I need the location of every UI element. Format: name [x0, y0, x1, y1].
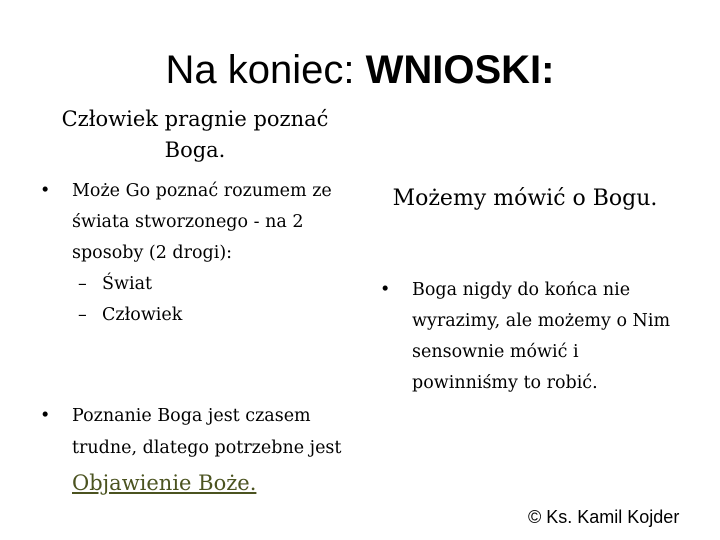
bullet-icon: • [40, 406, 51, 426]
dash-icon: – [78, 305, 87, 325]
left-bullet-list [30, 176, 370, 331]
sub-item-man [72, 300, 370, 331]
bullet-text-speaking: Boga nigdy do końca nie wyrazimy, ale możemy o Nim sensownie mówić i powinniśmy to robić. [412, 280, 671, 393]
copyright-footer: © Ks. Kamil Kojder [528, 507, 680, 527]
bullet-text-revelation: Poznanie Boga jest czasem trudne, dlatego potrzebne jest [72, 406, 342, 458]
right-bullet-list [370, 275, 690, 399]
revelation-link[interactable]: Objawienie Boże. [72, 471, 257, 495]
sub-item-label: Świat [102, 274, 153, 294]
list-item [370, 275, 690, 399]
bullet-icon: • [380, 280, 391, 300]
dash-icon: – [78, 274, 87, 294]
title-prefix: Na koniec: [165, 48, 366, 92]
sub-item-label: Człowiek [102, 305, 183, 325]
list-item [30, 400, 370, 501]
left-bullet-list-2 [30, 400, 370, 501]
bullet-text-knowledge: Może Go poznać rozumem ze świata stworzonego - na 2 sposoby (2 drogi): [72, 181, 332, 263]
right-heading: Możemy mówić o Bogu. [392, 186, 658, 211]
left-heading: Człowiek pragnie poznać Boga. [61, 107, 329, 162]
ways-sublist [72, 269, 370, 331]
list-item [30, 176, 370, 331]
sub-item-world [72, 269, 370, 300]
title-emphasis: WNIOSKI: [365, 48, 555, 92]
bullet-icon: • [40, 181, 51, 201]
slide-title [0, 44, 720, 96]
